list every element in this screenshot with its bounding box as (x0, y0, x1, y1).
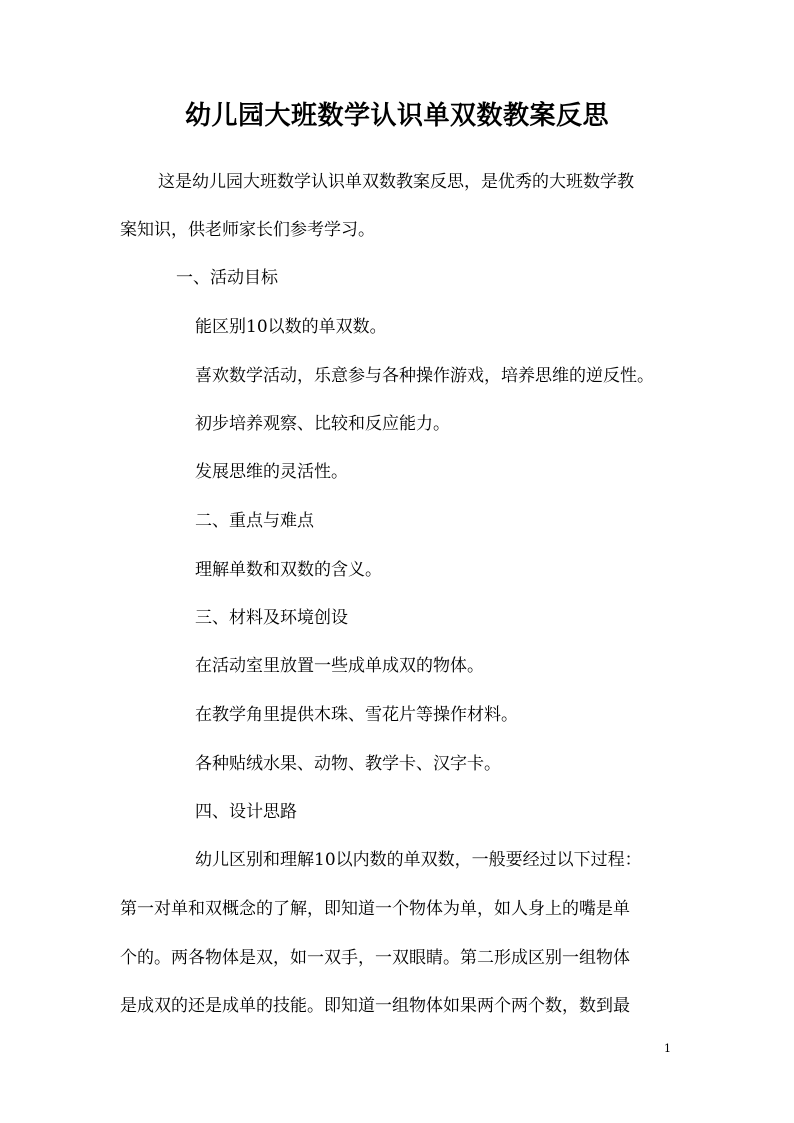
document-title: 幼儿园大班数学认识单双数教案反思 (184, 101, 609, 131)
goal-item-4: 发展思维的灵活性。 (195, 462, 348, 482)
section-heading-goals: 一、活动目标 (176, 268, 278, 288)
design-paragraph-line-2: 第一对单和双概念的了解，即知道一个物体为单，如人身上的嘴是单 (120, 899, 630, 919)
intro-line-2: 案知识，供老师家长们参考学习。 (120, 220, 375, 240)
section-heading-design: 四、设计思路 (195, 802, 297, 822)
section-heading-materials: 三、材料及环境创设 (195, 608, 348, 628)
material-item-1: 在活动室里放置一些成单成双的物体。 (195, 656, 484, 676)
design-paragraph-line-1: 幼儿区别和理解10以内数的单双数，一般要经过以下过程： (195, 850, 642, 870)
intro-line-1: 这是幼儿园大班数学认识单双数教案反思，是优秀的大班数学教 (158, 172, 634, 192)
material-item-2: 在教学角里提供木珠、雪花片等操作材料。 (195, 705, 518, 725)
goal-item-2: 喜欢数学活动，乐意参与各种操作游戏，培养思维的逆反性。 (195, 366, 654, 386)
design-paragraph-line-4: 是成双的还是成单的技能。即知道一组物体如果两个两个数，数到最 (120, 996, 630, 1016)
material-item-3: 各种贴绒水果、动物、教学卡、汉字卡。 (195, 754, 501, 774)
design-paragraph-line-3: 个的。两各物体是双，如一双手，一双眼睛。第二形成区别一组物体 (120, 948, 630, 968)
goal-item-1: 能区别10以数的单双数。 (195, 317, 387, 337)
goal-item-3: 初步培养观察、比较和反应能力。 (195, 414, 450, 434)
key-point-item: 理解单数和双数的含义。 (195, 560, 382, 580)
section-heading-key-points: 二、重点与难点 (195, 511, 314, 531)
page-number: 1 (664, 1042, 671, 1055)
